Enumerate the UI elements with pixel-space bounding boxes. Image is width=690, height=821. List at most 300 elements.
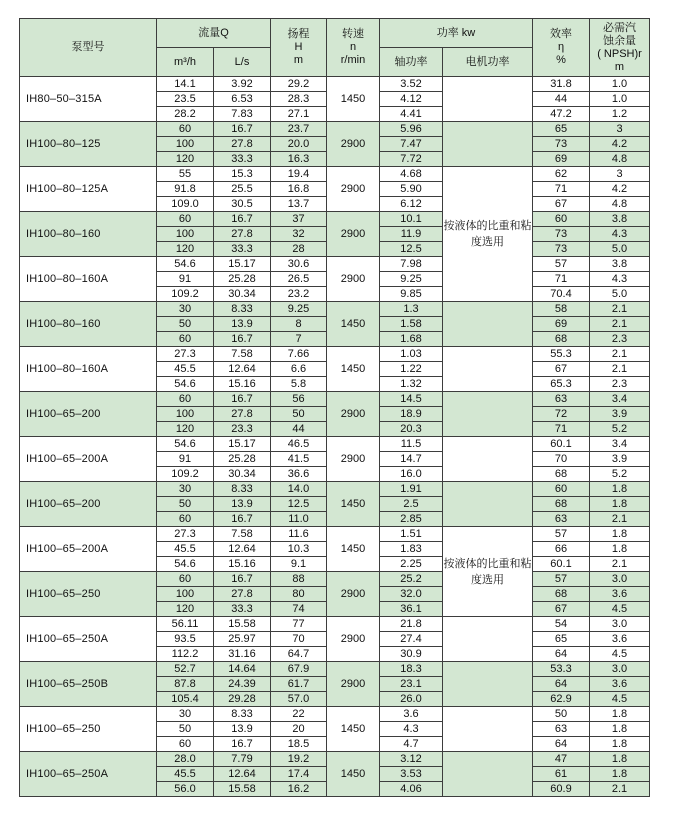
flow-m3h-cell: 45.5 — [157, 362, 214, 377]
shaft-power-cell: 21.8 — [380, 617, 443, 632]
npsh-cell: 2.1 — [590, 362, 650, 377]
npsh-cell: 3.6 — [590, 587, 650, 602]
efficiency-cell: 54 — [533, 617, 590, 632]
speed-cell: 1450 — [327, 347, 380, 392]
shaft-power-cell: 18.9 — [380, 407, 443, 422]
head-cell: 61.7 — [271, 677, 327, 692]
flow-m3h-cell: 50 — [157, 317, 214, 332]
motor-power-cell — [443, 302, 533, 347]
header-speed-label: 转速 — [342, 28, 364, 40]
shaft-power-cell: 30.9 — [380, 647, 443, 662]
pump-model-cell: IH100–80–160A — [20, 347, 157, 392]
head-cell: 12.5 — [271, 497, 327, 512]
motor-power-note-cell: 按液体的比重和粘度选用 — [443, 167, 533, 302]
efficiency-cell: 61 — [533, 767, 590, 782]
flow-ls-cell: 27.8 — [214, 137, 271, 152]
flow-ls-cell: 3.92 — [214, 77, 271, 92]
head-cell: 17.4 — [271, 767, 327, 782]
head-cell: 16.8 — [271, 182, 327, 197]
flow-m3h-cell: 60 — [157, 332, 214, 347]
head-cell: 28.3 — [271, 92, 327, 107]
table-row — [20, 257, 650, 272]
npsh-cell: 1.8 — [590, 542, 650, 557]
flow-ls-cell: 13.9 — [214, 317, 271, 332]
flow-ls-cell: 8.33 — [214, 707, 271, 722]
flow-m3h-cell: 93.5 — [157, 632, 214, 647]
table-row — [20, 617, 650, 632]
flow-m3h-cell: 50 — [157, 497, 214, 512]
flow-m3h-cell: 45.5 — [157, 542, 214, 557]
shaft-power-cell: 25.2 — [380, 572, 443, 587]
efficiency-cell: 65.3 — [533, 377, 590, 392]
npsh-cell: 1.0 — [590, 77, 650, 92]
npsh-cell: 4.8 — [590, 152, 650, 167]
motor-power-cell — [443, 707, 533, 752]
npsh-cell: 1.8 — [590, 767, 650, 782]
flow-ls-cell: 31.16 — [214, 647, 271, 662]
shaft-power-cell: 9.25 — [380, 272, 443, 287]
header-speed-symbol: n — [349, 41, 357, 53]
flow-ls-cell: 25.28 — [214, 452, 271, 467]
flow-ls-cell: 12.64 — [214, 767, 271, 782]
flow-m3h-cell: 56.0 — [157, 782, 214, 797]
header-npsh-line1: 必需汽 — [603, 21, 636, 34]
shaft-power-cell: 7.98 — [380, 257, 443, 272]
shaft-power-cell: 5.96 — [380, 122, 443, 137]
motor-power-cell — [443, 437, 533, 482]
shaft-power-cell: 16.0 — [380, 467, 443, 482]
flow-m3h-cell: 91 — [157, 272, 214, 287]
efficiency-cell: 47.2 — [533, 107, 590, 122]
header-speed — [327, 19, 380, 77]
flow-m3h-cell: 60 — [157, 212, 214, 227]
flow-ls-cell: 23.3 — [214, 422, 271, 437]
flow-m3h-cell: 120 — [157, 242, 214, 257]
head-cell: 46.5 — [271, 437, 327, 452]
flow-m3h-cell: 91.8 — [157, 182, 214, 197]
efficiency-cell: 63 — [533, 722, 590, 737]
npsh-cell: 3.9 — [590, 407, 650, 422]
head-cell: 19.4 — [271, 167, 327, 182]
shaft-power-cell: 20.3 — [380, 422, 443, 437]
flow-ls-cell: 15.3 — [214, 167, 271, 182]
flow-m3h-cell: 109.2 — [157, 287, 214, 302]
pump-model-cell: IH100–65–200 — [20, 482, 157, 527]
motor-power-cell — [443, 482, 533, 527]
shaft-power-cell: 1.32 — [380, 377, 443, 392]
efficiency-cell: 71 — [533, 272, 590, 287]
header-efficiency — [533, 19, 590, 77]
pump-model-cell: IH100–65–250A — [20, 617, 157, 662]
shaft-power-cell: 1.51 — [380, 527, 443, 542]
pump-spec-table — [19, 18, 650, 797]
head-cell: 28 — [271, 242, 327, 257]
motor-power-cell — [443, 347, 533, 392]
speed-cell: 1450 — [327, 482, 380, 527]
npsh-cell: 1.8 — [590, 707, 650, 722]
efficiency-cell: 55.3 — [533, 347, 590, 362]
head-cell: 30.6 — [271, 257, 327, 272]
table-row — [20, 77, 650, 92]
efficiency-cell: 57 — [533, 572, 590, 587]
speed-cell: 2900 — [327, 617, 380, 662]
pump-model-cell: IH100–65–250 — [20, 707, 157, 752]
header-head-unit: m — [293, 54, 304, 66]
flow-ls-cell: 14.64 — [214, 662, 271, 677]
efficiency-cell: 73 — [533, 137, 590, 152]
header-head — [271, 19, 327, 77]
npsh-cell: 3.8 — [590, 257, 650, 272]
flow-ls-cell: 7.58 — [214, 527, 271, 542]
npsh-cell: 2.1 — [590, 557, 650, 572]
flow-m3h-cell: 27.3 — [157, 347, 214, 362]
header-flow-m3h: m³/h — [157, 48, 214, 77]
flow-m3h-cell: 100 — [157, 407, 214, 422]
flow-m3h-cell: 23.5 — [157, 92, 214, 107]
flow-m3h-cell: 100 — [157, 587, 214, 602]
flow-ls-cell: 8.33 — [214, 302, 271, 317]
npsh-cell: 1.8 — [590, 527, 650, 542]
flow-m3h-cell: 54.6 — [157, 257, 214, 272]
shaft-power-cell: 4.12 — [380, 92, 443, 107]
npsh-cell: 3.8 — [590, 212, 650, 227]
flow-ls-cell: 15.17 — [214, 437, 271, 452]
flow-ls-cell: 33.3 — [214, 242, 271, 257]
header-power: 功率 kw — [380, 19, 533, 48]
flow-m3h-cell: 28.2 — [157, 107, 214, 122]
pump-model-cell: IH100–65–200 — [20, 392, 157, 437]
npsh-cell: 1.8 — [590, 722, 650, 737]
speed-cell: 2900 — [327, 572, 380, 617]
efficiency-cell: 69 — [533, 152, 590, 167]
head-cell: 20.0 — [271, 137, 327, 152]
head-cell: 27.1 — [271, 107, 327, 122]
head-cell: 9.1 — [271, 557, 327, 572]
efficiency-cell: 68 — [533, 332, 590, 347]
efficiency-cell: 70 — [533, 452, 590, 467]
npsh-cell: 3 — [590, 167, 650, 182]
shaft-power-cell: 18.3 — [380, 662, 443, 677]
flow-m3h-cell: 27.3 — [157, 527, 214, 542]
npsh-cell: 1.8 — [590, 482, 650, 497]
speed-cell: 1450 — [327, 77, 380, 122]
flow-m3h-cell: 14.1 — [157, 77, 214, 92]
npsh-cell: 3.0 — [590, 572, 650, 587]
motor-power-cell — [443, 617, 533, 662]
head-cell: 22 — [271, 707, 327, 722]
flow-ls-cell: 15.58 — [214, 782, 271, 797]
npsh-cell: 4.5 — [590, 647, 650, 662]
flow-m3h-cell: 45.5 — [157, 767, 214, 782]
table-row — [20, 662, 650, 677]
speed-cell: 1450 — [327, 302, 380, 347]
shaft-power-cell: 1.03 — [380, 347, 443, 362]
head-cell: 5.8 — [271, 377, 327, 392]
flow-ls-cell: 12.64 — [214, 362, 271, 377]
head-cell: 18.5 — [271, 737, 327, 752]
npsh-cell: 1.8 — [590, 752, 650, 767]
flow-m3h-cell: 60 — [157, 122, 214, 137]
shaft-power-cell: 4.06 — [380, 782, 443, 797]
pump-model-cell: IH100–65–250 — [20, 572, 157, 617]
pump-model-cell: IH100–65–250A — [20, 752, 157, 797]
efficiency-cell: 67 — [533, 602, 590, 617]
efficiency-cell: 71 — [533, 182, 590, 197]
efficiency-cell: 65 — [533, 632, 590, 647]
efficiency-cell: 50 — [533, 707, 590, 722]
shaft-power-cell: 26.0 — [380, 692, 443, 707]
npsh-cell: 2.1 — [590, 347, 650, 362]
shaft-power-cell: 3.52 — [380, 77, 443, 92]
pump-model-cell: IH100–65–250B — [20, 662, 157, 707]
flow-m3h-cell: 30 — [157, 482, 214, 497]
flow-m3h-cell: 52.7 — [157, 662, 214, 677]
npsh-cell: 3.6 — [590, 632, 650, 647]
head-cell: 7.66 — [271, 347, 327, 362]
head-cell: 36.6 — [271, 467, 327, 482]
npsh-cell: 1.0 — [590, 92, 650, 107]
head-cell: 44 — [271, 422, 327, 437]
head-cell: 57.0 — [271, 692, 327, 707]
head-cell: 19.2 — [271, 752, 327, 767]
head-cell: 64.7 — [271, 647, 327, 662]
shaft-power-cell: 4.3 — [380, 722, 443, 737]
efficiency-cell: 73 — [533, 227, 590, 242]
table-row — [20, 122, 650, 137]
efficiency-cell: 57 — [533, 527, 590, 542]
flow-ls-cell: 6.53 — [214, 92, 271, 107]
efficiency-cell: 60.1 — [533, 437, 590, 452]
efficiency-cell: 60.9 — [533, 782, 590, 797]
shaft-power-cell: 7.72 — [380, 152, 443, 167]
flow-ls-cell: 16.7 — [214, 572, 271, 587]
flow-ls-cell: 25.97 — [214, 632, 271, 647]
header-flow-ls: L/s — [214, 48, 271, 77]
speed-cell: 1450 — [327, 752, 380, 797]
npsh-cell: 2.1 — [590, 302, 650, 317]
npsh-cell: 4.3 — [590, 227, 650, 242]
motor-power-cell — [443, 122, 533, 167]
flow-ls-cell: 16.7 — [214, 392, 271, 407]
flow-m3h-cell: 120 — [157, 422, 214, 437]
table-row — [20, 437, 650, 452]
shaft-power-cell: 14.5 — [380, 392, 443, 407]
table-header — [20, 19, 650, 77]
flow-m3h-cell: 56.11 — [157, 617, 214, 632]
speed-cell: 2900 — [327, 212, 380, 257]
efficiency-cell: 60 — [533, 482, 590, 497]
shaft-power-cell: 4.41 — [380, 107, 443, 122]
npsh-cell: 3.4 — [590, 437, 650, 452]
npsh-cell: 2.3 — [590, 377, 650, 392]
header-eff-unit: % — [556, 54, 566, 66]
flow-ls-cell: 15.16 — [214, 557, 271, 572]
shaft-power-cell: 3.53 — [380, 767, 443, 782]
head-cell: 16.3 — [271, 152, 327, 167]
flow-ls-cell: 8.33 — [214, 482, 271, 497]
flow-ls-cell: 15.16 — [214, 377, 271, 392]
efficiency-cell: 71 — [533, 422, 590, 437]
table-row — [20, 707, 650, 722]
shaft-power-cell: 23.1 — [380, 677, 443, 692]
efficiency-cell: 58 — [533, 302, 590, 317]
efficiency-cell: 72 — [533, 407, 590, 422]
flow-ls-cell: 16.7 — [214, 512, 271, 527]
head-cell: 11.6 — [271, 527, 327, 542]
efficiency-cell: 67 — [533, 362, 590, 377]
npsh-cell: 5.2 — [590, 422, 650, 437]
npsh-cell: 1.8 — [590, 737, 650, 752]
head-cell: 74 — [271, 602, 327, 617]
motor-power-cell — [443, 77, 533, 122]
efficiency-cell: 64 — [533, 677, 590, 692]
shaft-power-cell: 11.5 — [380, 437, 443, 452]
head-cell: 56 — [271, 392, 327, 407]
pump-model-cell: IH100–80–125A — [20, 167, 157, 212]
flow-m3h-cell: 55 — [157, 167, 214, 182]
pump-model-cell: IH100–80–125 — [20, 122, 157, 167]
header-speed-unit: r/min — [340, 54, 366, 66]
head-cell: 13.7 — [271, 197, 327, 212]
flow-ls-cell: 16.7 — [214, 332, 271, 347]
pump-model-cell: IH100–80–160 — [20, 212, 157, 257]
motor-power-cell — [443, 662, 533, 707]
flow-ls-cell: 7.79 — [214, 752, 271, 767]
header-shaft-power: 轴功率 — [380, 48, 443, 77]
flow-ls-cell: 16.7 — [214, 737, 271, 752]
shaft-power-cell: 1.58 — [380, 317, 443, 332]
shaft-power-cell: 9.85 — [380, 287, 443, 302]
shaft-power-cell: 36.1 — [380, 602, 443, 617]
shaft-power-cell: 10.1 — [380, 212, 443, 227]
flow-m3h-cell: 60 — [157, 737, 214, 752]
table-row — [20, 167, 650, 182]
head-cell: 23.2 — [271, 287, 327, 302]
flow-ls-cell: 7.83 — [214, 107, 271, 122]
header-head-label: 扬程 — [287, 28, 310, 40]
efficiency-cell: 60 — [533, 212, 590, 227]
efficiency-cell: 60.1 — [533, 557, 590, 572]
flow-ls-cell: 30.5 — [214, 197, 271, 212]
pump-model-cell: IH100–65–200A — [20, 437, 157, 482]
motor-power-cell — [443, 392, 533, 437]
efficiency-cell: 67 — [533, 197, 590, 212]
shaft-power-cell: 27.4 — [380, 632, 443, 647]
head-cell: 23.7 — [271, 122, 327, 137]
efficiency-cell: 44 — [533, 92, 590, 107]
efficiency-cell: 63 — [533, 392, 590, 407]
flow-ls-cell: 27.8 — [214, 407, 271, 422]
head-cell: 11.0 — [271, 512, 327, 527]
flow-ls-cell: 30.34 — [214, 467, 271, 482]
npsh-cell: 2.1 — [590, 512, 650, 527]
flow-ls-cell: 16.7 — [214, 212, 271, 227]
flow-m3h-cell: 120 — [157, 152, 214, 167]
header-eff-label: 效率 — [550, 28, 572, 40]
head-cell: 41.5 — [271, 452, 327, 467]
pump-spec-table-wrapper — [19, 18, 650, 797]
flow-ls-cell: 16.7 — [214, 122, 271, 137]
head-cell: 67.9 — [271, 662, 327, 677]
flow-m3h-cell: 100 — [157, 137, 214, 152]
flow-m3h-cell: 54.6 — [157, 437, 214, 452]
head-cell: 70 — [271, 632, 327, 647]
shaft-power-cell: 6.12 — [380, 197, 443, 212]
head-cell: 80 — [271, 587, 327, 602]
head-cell: 9.25 — [271, 302, 327, 317]
header-flow: 流量Q — [157, 19, 271, 48]
shaft-power-cell: 7.47 — [380, 137, 443, 152]
npsh-cell: 4.3 — [590, 272, 650, 287]
flow-m3h-cell: 60 — [157, 392, 214, 407]
table-row — [20, 572, 650, 587]
efficiency-cell: 68 — [533, 497, 590, 512]
npsh-cell: 3.0 — [590, 662, 650, 677]
pump-model-cell: IH100–80–160 — [20, 302, 157, 347]
flow-m3h-cell: 54.6 — [157, 377, 214, 392]
shaft-power-cell: 1.3 — [380, 302, 443, 317]
table-row — [20, 482, 650, 497]
efficiency-cell: 57 — [533, 257, 590, 272]
table-row — [20, 752, 650, 767]
flow-m3h-cell: 91 — [157, 452, 214, 467]
shaft-power-cell: 12.5 — [380, 242, 443, 257]
header-head-symbol: H — [294, 41, 303, 53]
shaft-power-cell: 2.25 — [380, 557, 443, 572]
npsh-cell: 5.2 — [590, 467, 650, 482]
flow-m3h-cell: 28.0 — [157, 752, 214, 767]
flow-ls-cell: 13.9 — [214, 497, 271, 512]
flow-m3h-cell: 60 — [157, 512, 214, 527]
flow-ls-cell: 13.9 — [214, 722, 271, 737]
pump-model-cell: IH80–50–315A — [20, 77, 157, 122]
efficiency-cell: 65 — [533, 122, 590, 137]
npsh-cell: 4.2 — [590, 137, 650, 152]
efficiency-cell: 68 — [533, 467, 590, 482]
flow-m3h-cell: 109.0 — [157, 197, 214, 212]
head-cell: 16.2 — [271, 782, 327, 797]
shaft-power-cell: 14.7 — [380, 452, 443, 467]
shaft-power-cell: 32.0 — [380, 587, 443, 602]
head-cell: 8 — [271, 317, 327, 332]
npsh-cell: 3.4 — [590, 392, 650, 407]
head-cell: 20 — [271, 722, 327, 737]
flow-ls-cell: 30.34 — [214, 287, 271, 302]
flow-m3h-cell: 50 — [157, 722, 214, 737]
flow-ls-cell: 27.8 — [214, 587, 271, 602]
flow-m3h-cell: 112.2 — [157, 647, 214, 662]
head-cell: 10.3 — [271, 542, 327, 557]
flow-m3h-cell: 100 — [157, 227, 214, 242]
flow-m3h-cell: 87.8 — [157, 677, 214, 692]
head-cell: 7 — [271, 332, 327, 347]
efficiency-cell: 47 — [533, 752, 590, 767]
head-cell: 50 — [271, 407, 327, 422]
flow-ls-cell: 25.5 — [214, 182, 271, 197]
shaft-power-cell: 3.6 — [380, 707, 443, 722]
flow-m3h-cell: 60 — [157, 572, 214, 587]
header-npsh-line4: m — [614, 60, 625, 73]
flow-m3h-cell: 109.2 — [157, 467, 214, 482]
head-cell: 88 — [271, 572, 327, 587]
speed-cell: 2900 — [327, 167, 380, 212]
shaft-power-cell: 2.85 — [380, 512, 443, 527]
header-model: 泵型号 — [20, 19, 157, 77]
table-body — [20, 77, 650, 797]
head-cell: 37 — [271, 212, 327, 227]
efficiency-cell: 70.4 — [533, 287, 590, 302]
motor-power-cell — [443, 752, 533, 797]
